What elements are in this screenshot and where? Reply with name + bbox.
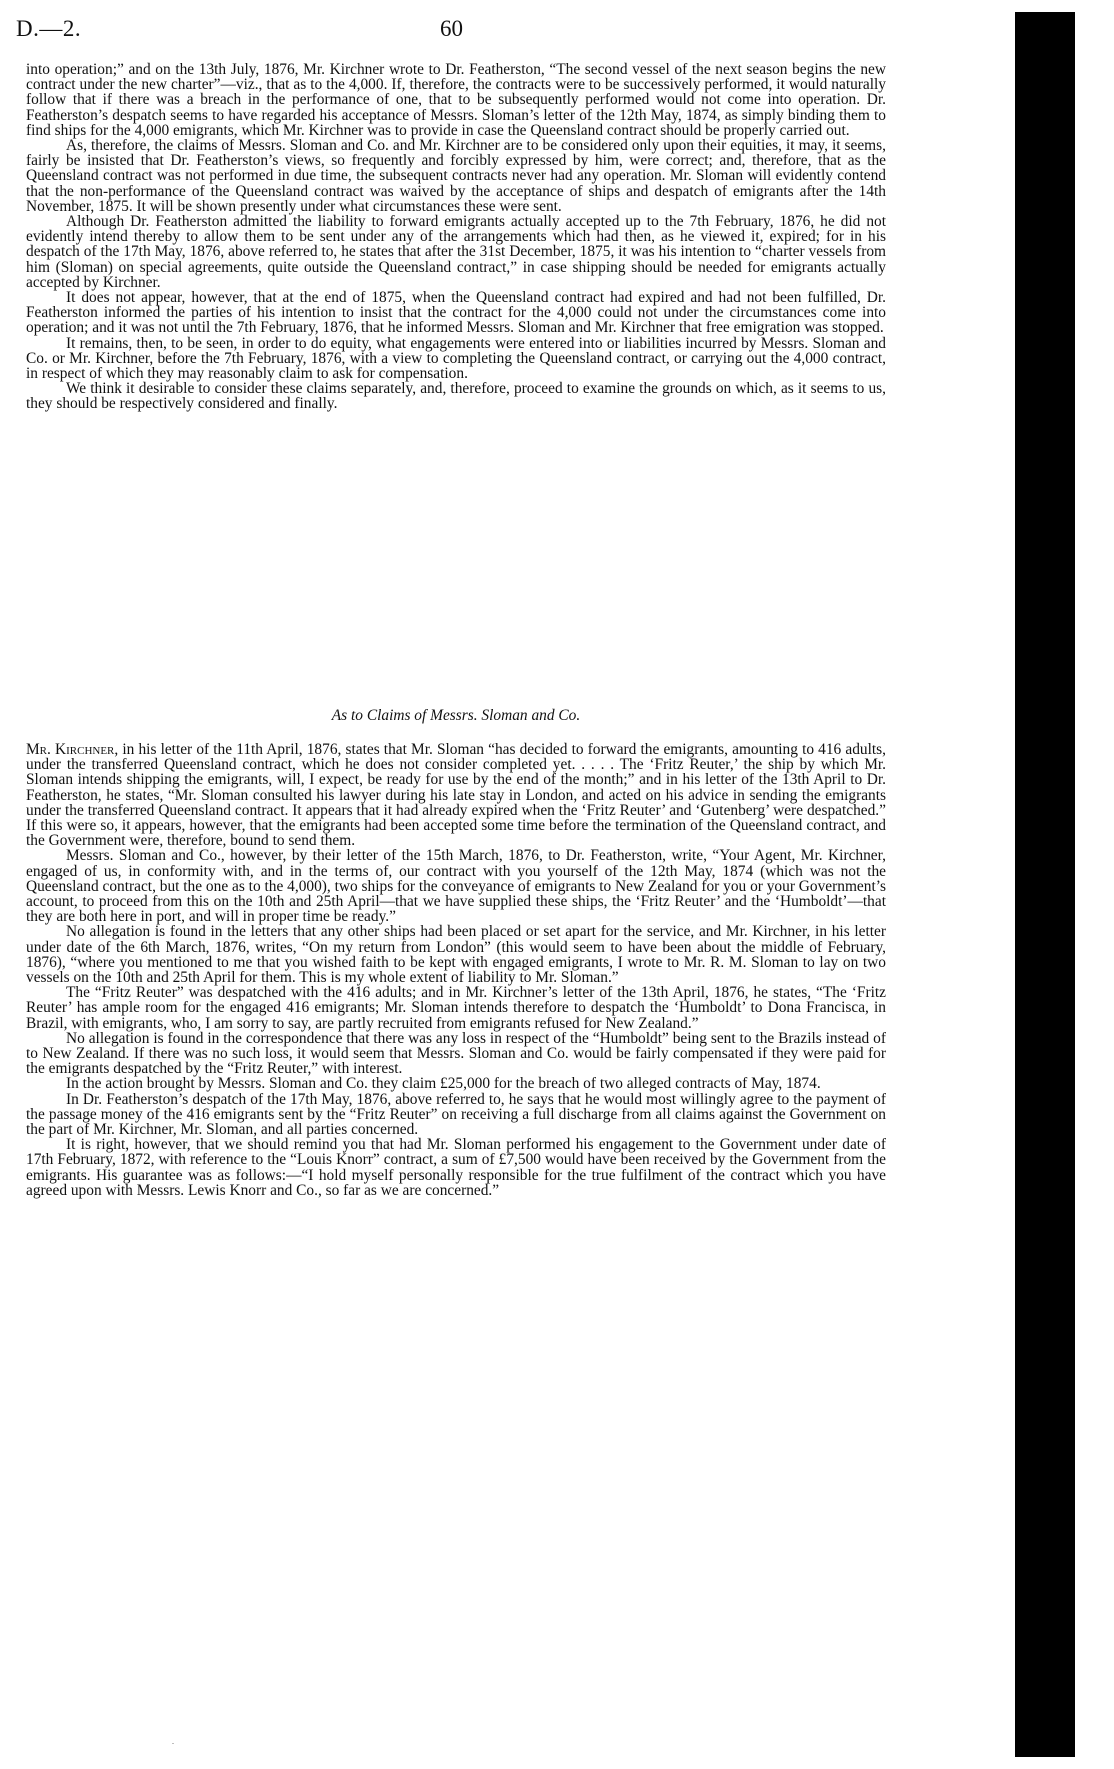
body-text-part2 [26, 742, 886, 1198]
paragraph: It remains, then, to be seen, in order to do equity, what engagements were entered into or liabilities incurred by Messrs. Sloman and Co. or Mr. Kirchner, before the 7th February, 1876, with a view to completing the Queensland contract, or carrying out the 4,000 contract, in respect of which they may reasonably claim to ask for compensation. [26, 334, 886, 383]
paragraph: The “Fritz Reuter” was despatched with the 416 adults; and in Mr. Kirchner’s letter of the 13th April, 1876, he states, “The ‘Fritz Reuter’ has ample room for the engaged 416 emigrants; Mr. Sloman intends therefore to despatch the ‘Humboldt’ to Dona Francisca, in Brazil, with emigrants, who, I am sorry to say, are partly recruited from emigrants refused for New Zealand.” [26, 984, 886, 1032]
paragraph: No allegation is found in the correspondence that there was any loss in respect of the “Humboldt” being sent to the Brazils instead of to New Zealand. If there was no such loss, it would seem that Messrs. Sloman and Co. would be fairly compensated if they were paid for the emigrants despatched by the “Fritz Reuter,” with interest. [26, 1029, 886, 1078]
scan-edge-bar [1015, 12, 1075, 1757]
paragraph: Messrs. Sloman and Co., however, by their letter of the 15th March, 1876, to Dr. Featherston, write, “Your Agent, Mr. Kirchner, engaged of us, in conformity with, and in the terms of, our contract with you yourself of the 12th May, 1874 (which was not the Queensland contract, but the one as to the 4,000), two ships for the conveyance of emigrants to New Zealand for you or your Government’s account, to proceed from this on the 10th and 25th April—that we have supplied these ships, the ‘Fritz Reuter’ and the ‘Humboldt’—that they are both here in port, and will in proper time be ready.” [26, 847, 886, 926]
paragraph: It does not appear, however, that at the end of 1875, when the Queensland contract had expired and had not been fulfilled, Dr. Featherston informed the parties of his intention to insist that the contract for the 4,000 could not under the circumstances come into operation; and it was not until the 7th February, 1876, that he informed Messrs. Sloman and Mr. Kirchner that free emigration was stopped. [26, 289, 886, 337]
document-reference: D.—2. [16, 16, 82, 41]
paragraph: In the action brought by Messrs. Sloman and Co. they claim £25,000 for the breach of two alleged contracts of May, 1874. [66, 1075, 821, 1093]
paragraph [26, 742, 886, 848]
paragraph: In Dr. Featherston’s despatch of the 17th May, 1876, above referred to, he says that he would most willingly agree to the payment of the passage money of the 416 emigrants sent by the “Fritz Reuter” on receiving a full discharge from all claims against the Government on the part of Mr. Kirchner, Mr. Sloman, and all parties concerned. [26, 1090, 886, 1139]
lead-name: Mr. Kirchner, [26, 741, 119, 758]
paragraph: It is right, however, that we should remind you that had Mr. Sloman performed his engagement to the Government under date of 17th February, 1872, with reference to the “Louis Knorr” contract, a sum of £7,500 would have been received by the Government from the emigrants. His guarantee was as follows:—“I hold myself personally responsible for the true fulfilment of the contract which you have agreed upon with Messrs. Lewis Knorr and Co., so far as we are concerned.” [26, 1136, 886, 1199]
paragraph: As, therefore, the claims of Messrs. Sloman and Co. and Mr. Kirchner are to be considered only upon their equities, it may, it seems, fairly be insisted that Dr. Featherston’s views, so frequently and forcibly expressed by him, were correct; and, therefore, that as the Queensland contract was not performed in due time, the subsequent contracts never had any operation. Mr. Sloman will evidently contend that the non-performance of the Queensland contract was waived by the acceptance of ships and despatch of emigrants after the 14th November, 1875. It will be shown presently under what circumstances these were sent. [26, 137, 886, 215]
paragraph: Although Dr. Featherston admitted the liability to forward emigrants actually accepted up to the 7th February, 1876, he did not evidently intend thereby to allow them to be sent under any of the arrangements which had then, as he viewed it, expired; for in his despatch of the 17th May, 1876, above referred to, he states that after the 31st December, 1875, it was his intention to “charter vessels from him (Sloman) on special agreements, quite outside the Queensland contract,” in case shipping should be needed for emigrants actually accepted by Kirchner. [26, 213, 886, 291]
paragraph: No allegation is found in the letters that any other ships had been placed or set apart for the service, and Mr. Kirchner, in his letter under date of the 6th March, 1876, writes, “On my return from London” (this would seem to have been about the middle of February, 1876), “where you mentioned to me that you wished faith to be kept with engaged emigrants, I wrote to Mr. R. M. Sloman to lay on two vessels on the 10th and 25th April for them. This is my whole extent of liability to Mr. Sloman.” [26, 923, 886, 987]
page-number: 60 [440, 16, 463, 41]
section-heading: As to Claims of Messrs. Sloman and Co. [331, 707, 581, 724]
footer-mark: . [172, 1737, 174, 1746]
paragraph-text: in his letter of the 11th April, 1876, states that Mr. Sloman “has decided to forward the emigrants, amounting to 416 adults, under the transferred Queensland contract, which he does not consider completed yet. . . . . The ‘Fritz Reuter,’ the ship by which Mr. Sloman intends shipping the emigrants, will, I expect, be ready for use by the end of the month;” and in his letter of the 13th April to Dr. Featherston, he states, “Mr. Sloman consulted his lawyer during his late stay in London, and acted on his advice in sending the emigrants under the transferred Queensland contract. It appears that it had already expired when the ‘Fritz Reuter’ and ‘Gutenberg’ were despatched.” If this were so, it appears, however, that the emigrants had been accepted some time before the termination of the Queensland contract, and the Government were, therefore, bound to send them. [26, 741, 886, 850]
paragraph: We think it desirable to consider these claims separately, and, therefore, proceed to examine the grounds on which, as it seems to us, they should be respectively considered and finally. [26, 380, 886, 413]
body-text-part1 [26, 62, 886, 412]
paragraph: into operation;” and on the 13th July, 1876, Mr. Kirchner wrote to Dr. Featherston, “The second vessel of the next season begins the new contract under the new charter”—viz., that as to the 4,000. If, therefore, the contracts were to be successively performed, it would naturally follow that if there was a breach in the performance of one, that to be subsequently performed would not come into operation. Dr. Featherston’s despatch seems to have regarded his acceptance of Messrs. Sloman’s letter of the 12th May, 1874, as simply binding them to find ships for the 4,000 emigrants, which Mr. Kirchner was to provide in case the Queensland contract should be properly carried out. [26, 61, 886, 139]
